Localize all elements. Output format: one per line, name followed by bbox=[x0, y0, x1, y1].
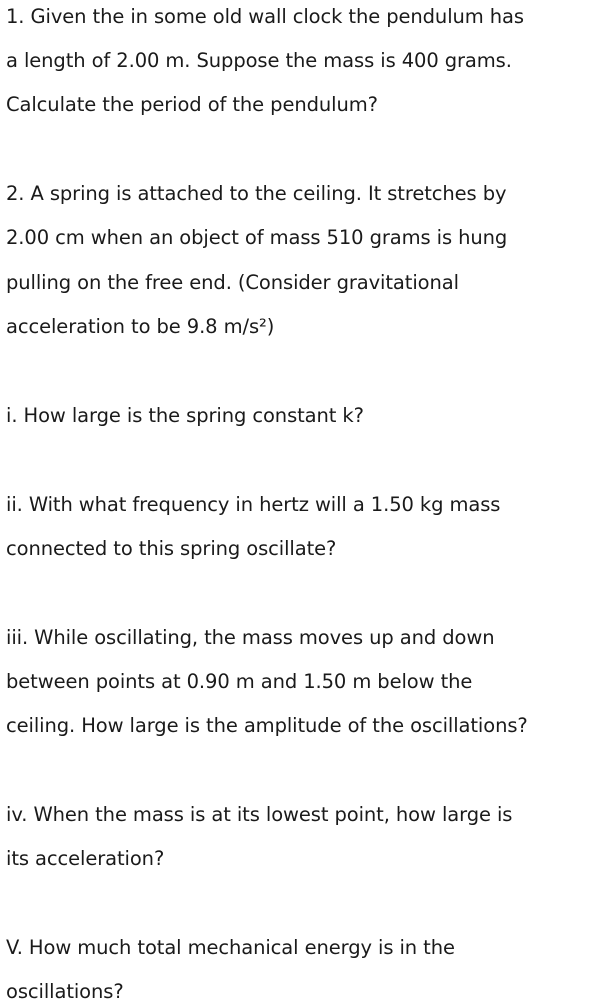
part-v-line-1: V. How much total mechanical energy is in the bbox=[6, 936, 455, 959]
part-v-line-2: oscillations? bbox=[6, 980, 124, 1003]
question-1-line-1: 1. Given the in some old wall clock the pendulum has bbox=[6, 5, 524, 28]
part-iv-line-1: iv. When the mass is at its lowest point, how large is bbox=[6, 803, 513, 826]
question-2-line-3: pulling on the free end. (Consider gravitational bbox=[6, 271, 459, 294]
part-iv-line-2: its acceleration? bbox=[6, 847, 165, 870]
part-iii-line-3: ceiling. How large is the amplitude of the oscillations? bbox=[6, 714, 528, 737]
question-1-line-2: a length of 2.00 m. Suppose the mass is 400 grams. bbox=[6, 49, 512, 72]
part-ii-line-1: ii. With what frequency in hertz will a 1.50 kg mass bbox=[6, 493, 501, 516]
part-i-line-1: i. How large is the spring constant k? bbox=[6, 404, 364, 427]
question-2-line-2: 2.00 cm when an object of mass 510 grams is hung bbox=[6, 226, 508, 249]
question-2-line-1: 2. A spring is attached to the ceiling. It stretches by bbox=[6, 182, 507, 205]
part-iii-line-1: iii. While oscillating, the mass moves up and down bbox=[6, 626, 495, 649]
part-ii-line-2: connected to this spring oscillate? bbox=[6, 537, 337, 560]
question-2-line-4: acceleration to be 9.8 m/s²) bbox=[6, 315, 275, 338]
question-1-line-3: Calculate the period of the pendulum? bbox=[6, 93, 378, 116]
part-iii-line-2: between points at 0.90 m and 1.50 m below the bbox=[6, 670, 473, 693]
